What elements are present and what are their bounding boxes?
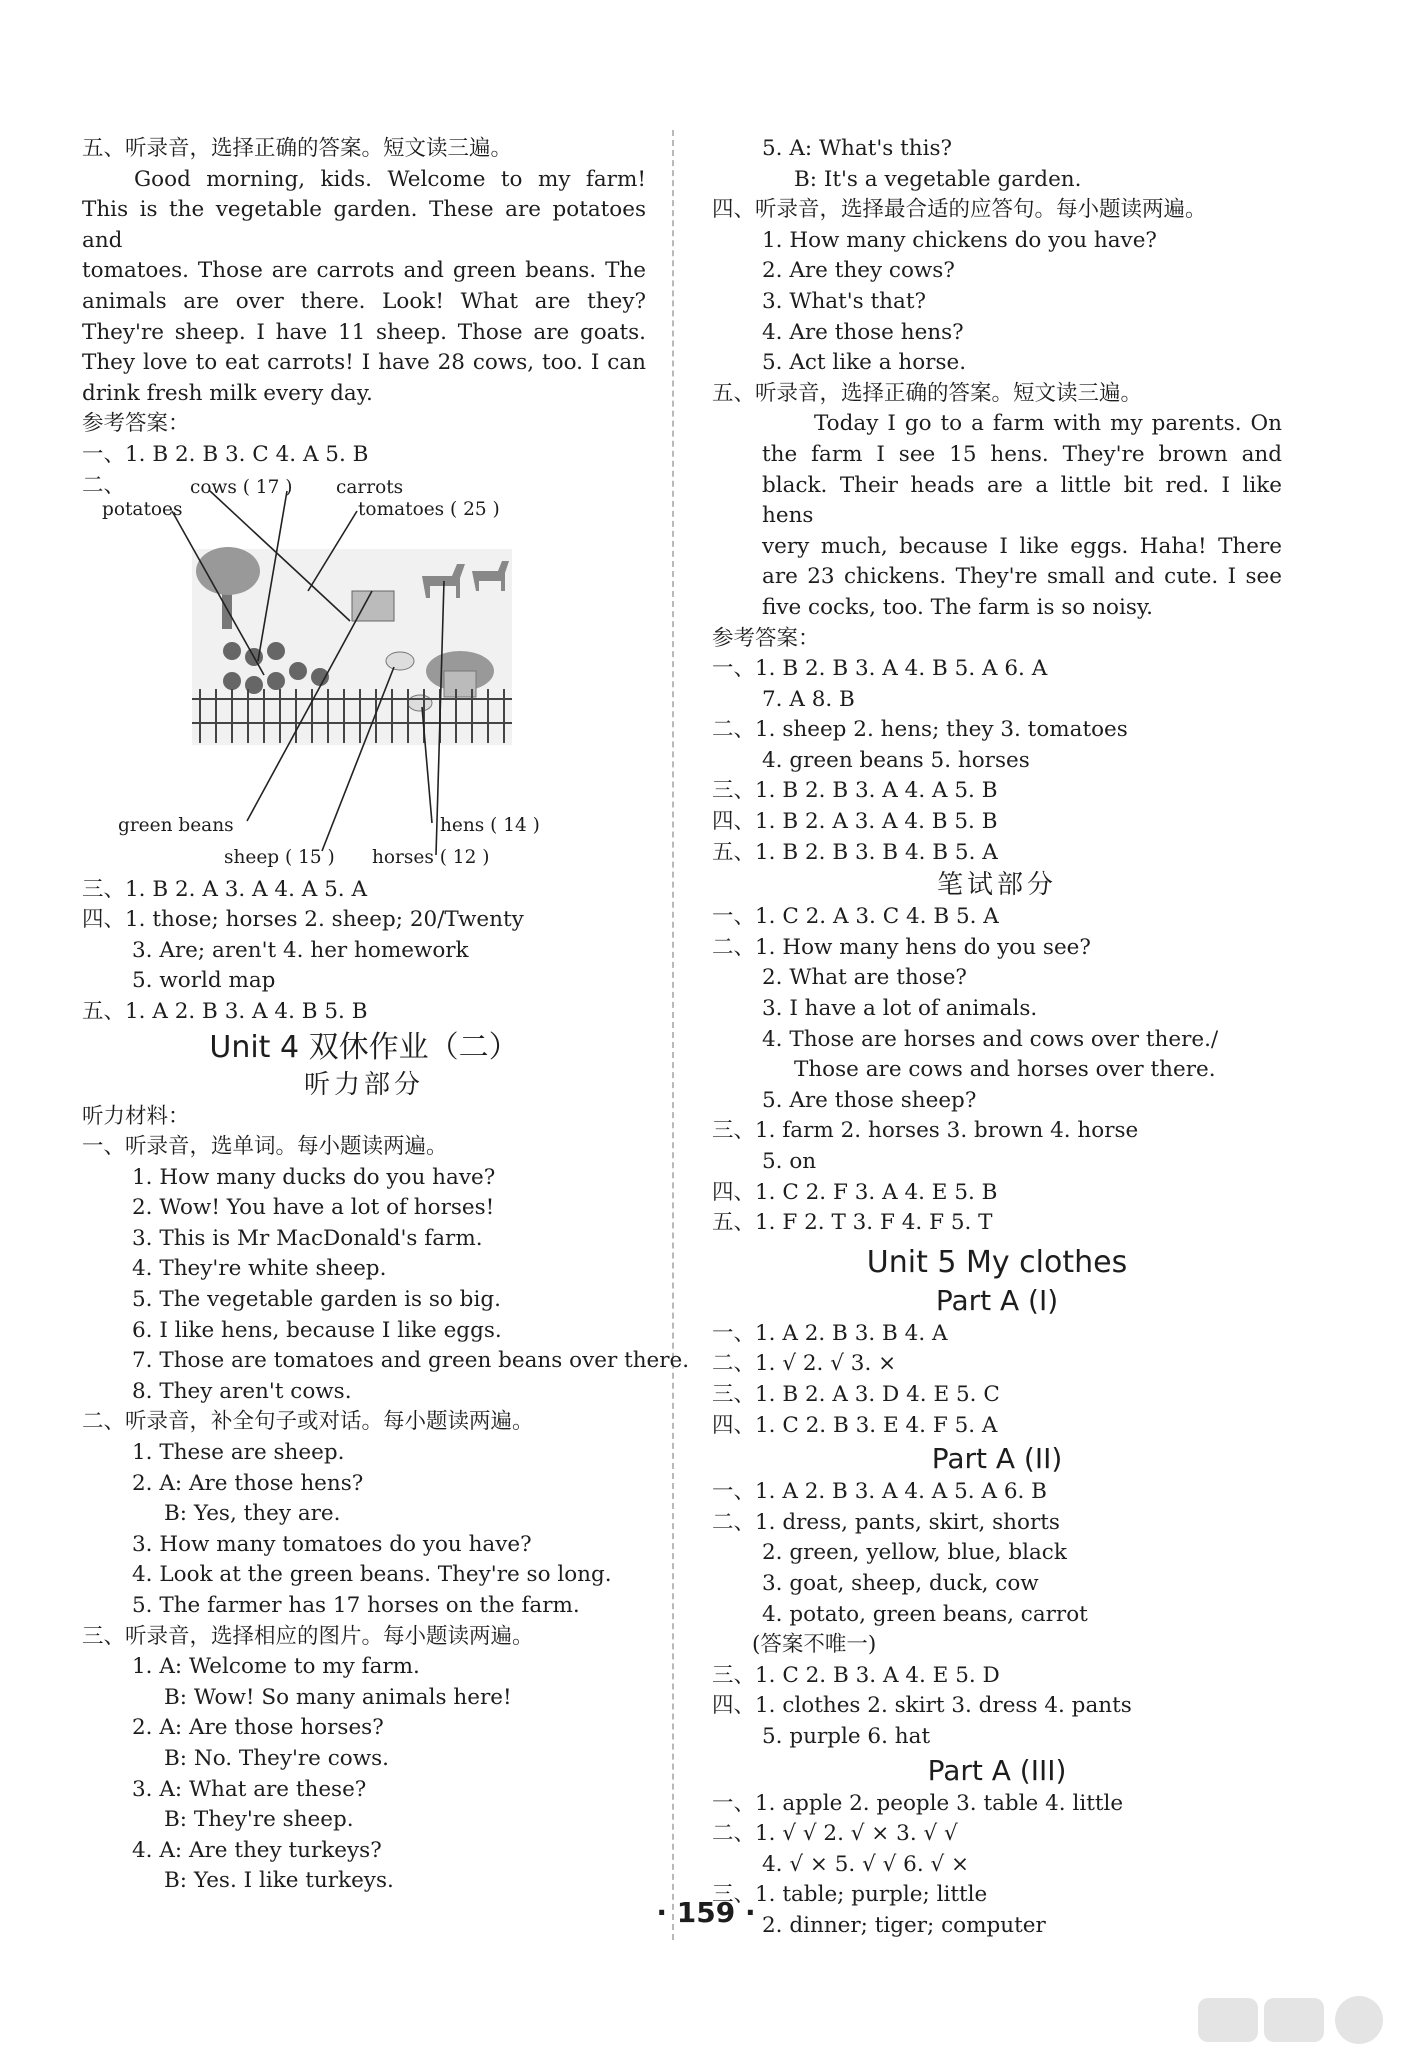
section-heading: 四、听录音，选择最合适的应答句。每小题读两遍。 (712, 197, 1207, 223)
list-item: 5. The vegetable garden is so big. (132, 1287, 501, 1313)
answer-line: 二、1. √ √ 2. √ × 3. √ √ (712, 1821, 958, 1847)
answer-line: 一、1. A 2. B 3. A 4. A 5. A 6. B (712, 1479, 1047, 1505)
answer-line: 二、1. How many hens do you see? (712, 934, 1091, 960)
passage-line: black. Their heads are a little bit red. I like hens (762, 472, 1282, 529)
list-item: 3. A: What are these? (132, 1776, 367, 1802)
answer-line: 五、1. A 2. B 3. A 4. B 5. B (82, 998, 368, 1024)
reference-answers-heading: 参考答案： (712, 625, 820, 651)
answer-line: 三、1. B 2. A 3. A 4. A 5. A (82, 876, 367, 902)
answer-line: 3. goat, sheep, duck, cow (762, 1570, 1039, 1596)
farm-matching-diagram (82, 471, 646, 875)
answer-line: 5. Are those sheep? (762, 1087, 977, 1113)
answer-line: 2. dinner; tiger; computer (762, 1912, 1046, 1938)
answer-line: 7. A 8. B (762, 686, 855, 712)
label-horses: horses ( 12 ) (372, 846, 490, 868)
list-item: B: No. They're cows. (164, 1745, 389, 1771)
answer-line: Those are cows and horses over there. (794, 1057, 1216, 1083)
label-carrots: carrots (336, 476, 404, 498)
label-potatoes: potatoes (102, 498, 183, 520)
answer-note: (答案不唯一) (752, 1632, 877, 1658)
answer-line: 3. Are; aren't 4. her homework (132, 937, 469, 963)
answer-line: 三、1. B 2. B 3. A 4. A 5. B (712, 778, 998, 804)
list-item: 4. A: Are they turkeys? (132, 1837, 382, 1863)
list-item: 2. Are they cows? (762, 258, 955, 284)
label-sheep: sheep ( 15 ) (224, 846, 335, 868)
section-heading: 一、听录音，选单词。每小题读两遍。 (82, 1134, 448, 1160)
answer-line: 4. √ × 5. √ √ 6. √ × (762, 1851, 970, 1877)
label-green-beans: green beans (118, 814, 234, 836)
passage-line: They love to eat carrots! I have 28 cows, too. I can (82, 350, 646, 376)
answer-line: 4. potato, green beans, carrot (762, 1601, 1088, 1627)
answer-line: 四、1. B 2. A 3. A 4. B 5. B (712, 809, 998, 835)
listening-part-heading: 听力部分 (303, 1069, 424, 1100)
answer-line: 二、1. sheep 2. hens; they 3. tomatoes (712, 717, 1128, 743)
answer-line: 5. purple 6. hat (762, 1723, 931, 1749)
answer-line: 四、1. clothes 2. skirt 3. dress 4. pants (712, 1693, 1132, 1719)
unit-title: Unit 4 双休作业（二） (209, 1029, 519, 1065)
list-item: 5. The farmer has 17 horses on the farm. (132, 1593, 580, 1618)
answer-line: 一、1. C 2. A 3. C 4. B 5. A (712, 904, 999, 930)
label-tomatoes: tomatoes ( 25 ) (358, 498, 500, 520)
hen-shape (408, 695, 432, 711)
answer-line: 5. on (762, 1149, 817, 1174)
passage-line: five cocks, too. The farm is so noisy. (762, 594, 1154, 620)
section-heading: 三、听录音，选择相应的图片。每小题读两遍。 (82, 1623, 534, 1649)
list-item: 2. A: Are those hens? (132, 1470, 364, 1496)
list-item: 2. Wow! You have a lot of horses! (132, 1195, 495, 1221)
site-logo-watermark (1194, 1992, 1394, 2052)
answer-line: 二、1. √ 2. √ 3. × (712, 1351, 897, 1377)
list-item: B: They're sheep. (164, 1807, 354, 1833)
list-item: B: Yes, they are. (164, 1501, 341, 1527)
list-item: 8. They aren't cows. (132, 1378, 352, 1404)
answer-line: 四、1. those; horses 2. sheep; 20/Twenty (82, 907, 524, 933)
passage (712, 409, 1282, 623)
passage-line: drink fresh milk every day. (82, 380, 373, 406)
list-item: 5. Act like a horse. (762, 350, 967, 376)
passage-line: very much, because I like eggs. Haha! There (762, 533, 1282, 559)
answer-line: 2. green, yellow, blue, black (762, 1540, 1067, 1566)
passage-line: They're sheep. I have 11 sheep. Those are goats. (82, 319, 646, 345)
label-cows: cows ( 17 ) (190, 476, 293, 498)
answer-line-prefix: 二、 (82, 472, 126, 498)
answer-line: 3. I have a lot of animals. (762, 996, 1038, 1022)
answer-line: 二、1. dress, pants, skirt, shorts (712, 1509, 1060, 1535)
list-item: 1. How many chickens do you have? (762, 227, 1157, 253)
answer-line: 一、1. B 2. B 3. A 4. B 5. A 6. A (712, 656, 1048, 682)
answer-line: 5. world map (132, 968, 276, 994)
list-item: 1. A: Welcome to my farm. (132, 1654, 420, 1680)
answer-line: 四、1. C 2. B 3. E 4. F 5. A (712, 1412, 998, 1438)
answer-line: 三、1. B 2. A 3. D 4. E 5. C (712, 1381, 1000, 1407)
label-hens: hens ( 14 ) (440, 814, 540, 836)
list-item: 1. These are sheep. (132, 1440, 345, 1466)
part-title: Part A (III) (927, 1753, 1067, 1787)
list-item: B: Wow! So many animals here! (164, 1684, 512, 1710)
part-title: Part A (II) (931, 1442, 1063, 1476)
right-column (712, 134, 1282, 1941)
passage (82, 165, 646, 410)
answer-line: 一、1. B 2. B 3. C 4. A 5. B (82, 441, 369, 467)
passage-line: tomatoes. Those are carrots and green beans. The (82, 258, 646, 284)
unit-title: Unit 5 My clothes (866, 1244, 1128, 1280)
answer-line: 五、1. B 2. B 3. B 4. B 5. A (712, 839, 998, 865)
passage-line: animals are over there. Look! What are they? (82, 288, 646, 314)
passage-line: are 23 chickens. They're small and cute. I see (762, 564, 1282, 590)
list-item: 6. I like hens, because I like eggs. (132, 1317, 502, 1343)
section-heading: 五、听录音，选择正确的答案。短文读三遍。 (712, 380, 1143, 406)
column-divider (672, 130, 674, 1940)
writing-part-heading: 笔试部分 (936, 870, 1057, 901)
passage-line: Good morning, kids. Welcome to my farm! (134, 166, 646, 192)
listening-material-heading: 听力材料： (82, 1103, 190, 1129)
passage-line: Today I go to a farm with my parents. On (814, 411, 1282, 437)
answer-line: 4. Those are horses and cows over there./ (762, 1026, 1219, 1052)
list-item: B: It's a vegetable garden. (794, 166, 1082, 192)
list-item: 4. Are those hens? (762, 319, 964, 345)
list-item: 4. Look at the green beans. They're so long. (132, 1562, 612, 1588)
part-title: Part A (I) (935, 1283, 1059, 1317)
answer-line: 三、1. table; purple; little (712, 1882, 988, 1908)
sheep-shape (386, 652, 414, 670)
section-heading: 二、听录音，补全句子或对话。每小题读两遍。 (82, 1409, 534, 1435)
page-number: · 159 · (656, 1896, 756, 1929)
left-column (82, 134, 690, 1897)
list-item: B: Yes. I like turkeys. (164, 1868, 394, 1894)
list-item: 5. A: What's this? (762, 136, 953, 161)
answer-line: 4. green beans 5. horses (762, 747, 1030, 773)
answer-line: 一、1. apple 2. people 3. table 4. little (712, 1790, 1124, 1816)
passage-line: This is the vegetable garden. These are potatoes and (82, 197, 646, 253)
reference-answers-heading: 参考答案： (82, 411, 190, 437)
answer-line: 三、1. C 2. B 3. A 4. E 5. D (712, 1662, 1000, 1688)
section-heading: 五、听录音，选择正确的答案。短文读三遍。 (82, 136, 513, 161)
list-item: 4. They're white sheep. (132, 1256, 387, 1282)
answer-line: 四、1. C 2. F 3. A 4. E 5. B (712, 1179, 998, 1205)
list-item: 3. How many tomatoes do you have? (132, 1531, 532, 1557)
list-item: 3. This is Mr MacDonald's farm. (132, 1225, 483, 1251)
list-item: 2. A: Are those horses? (132, 1715, 384, 1741)
answer-line: 2. What are those? (762, 965, 967, 991)
answer-line: 一、1. A 2. B 3. B 4. A (712, 1320, 948, 1346)
answer-line: 三、1. farm 2. horses 3. brown 4. horse (712, 1118, 1139, 1144)
list-item: 7. Those are tomatoes and green beans over there. (132, 1348, 690, 1374)
passage-line: the farm I see 15 hens. They're brown and (762, 441, 1282, 467)
answer-line: 五、1. F 2. T 3. F 4. F 5. T (712, 1210, 993, 1236)
list-item: 1. How many ducks do you have? (132, 1164, 496, 1190)
list-item: 3. What's that? (762, 288, 927, 314)
